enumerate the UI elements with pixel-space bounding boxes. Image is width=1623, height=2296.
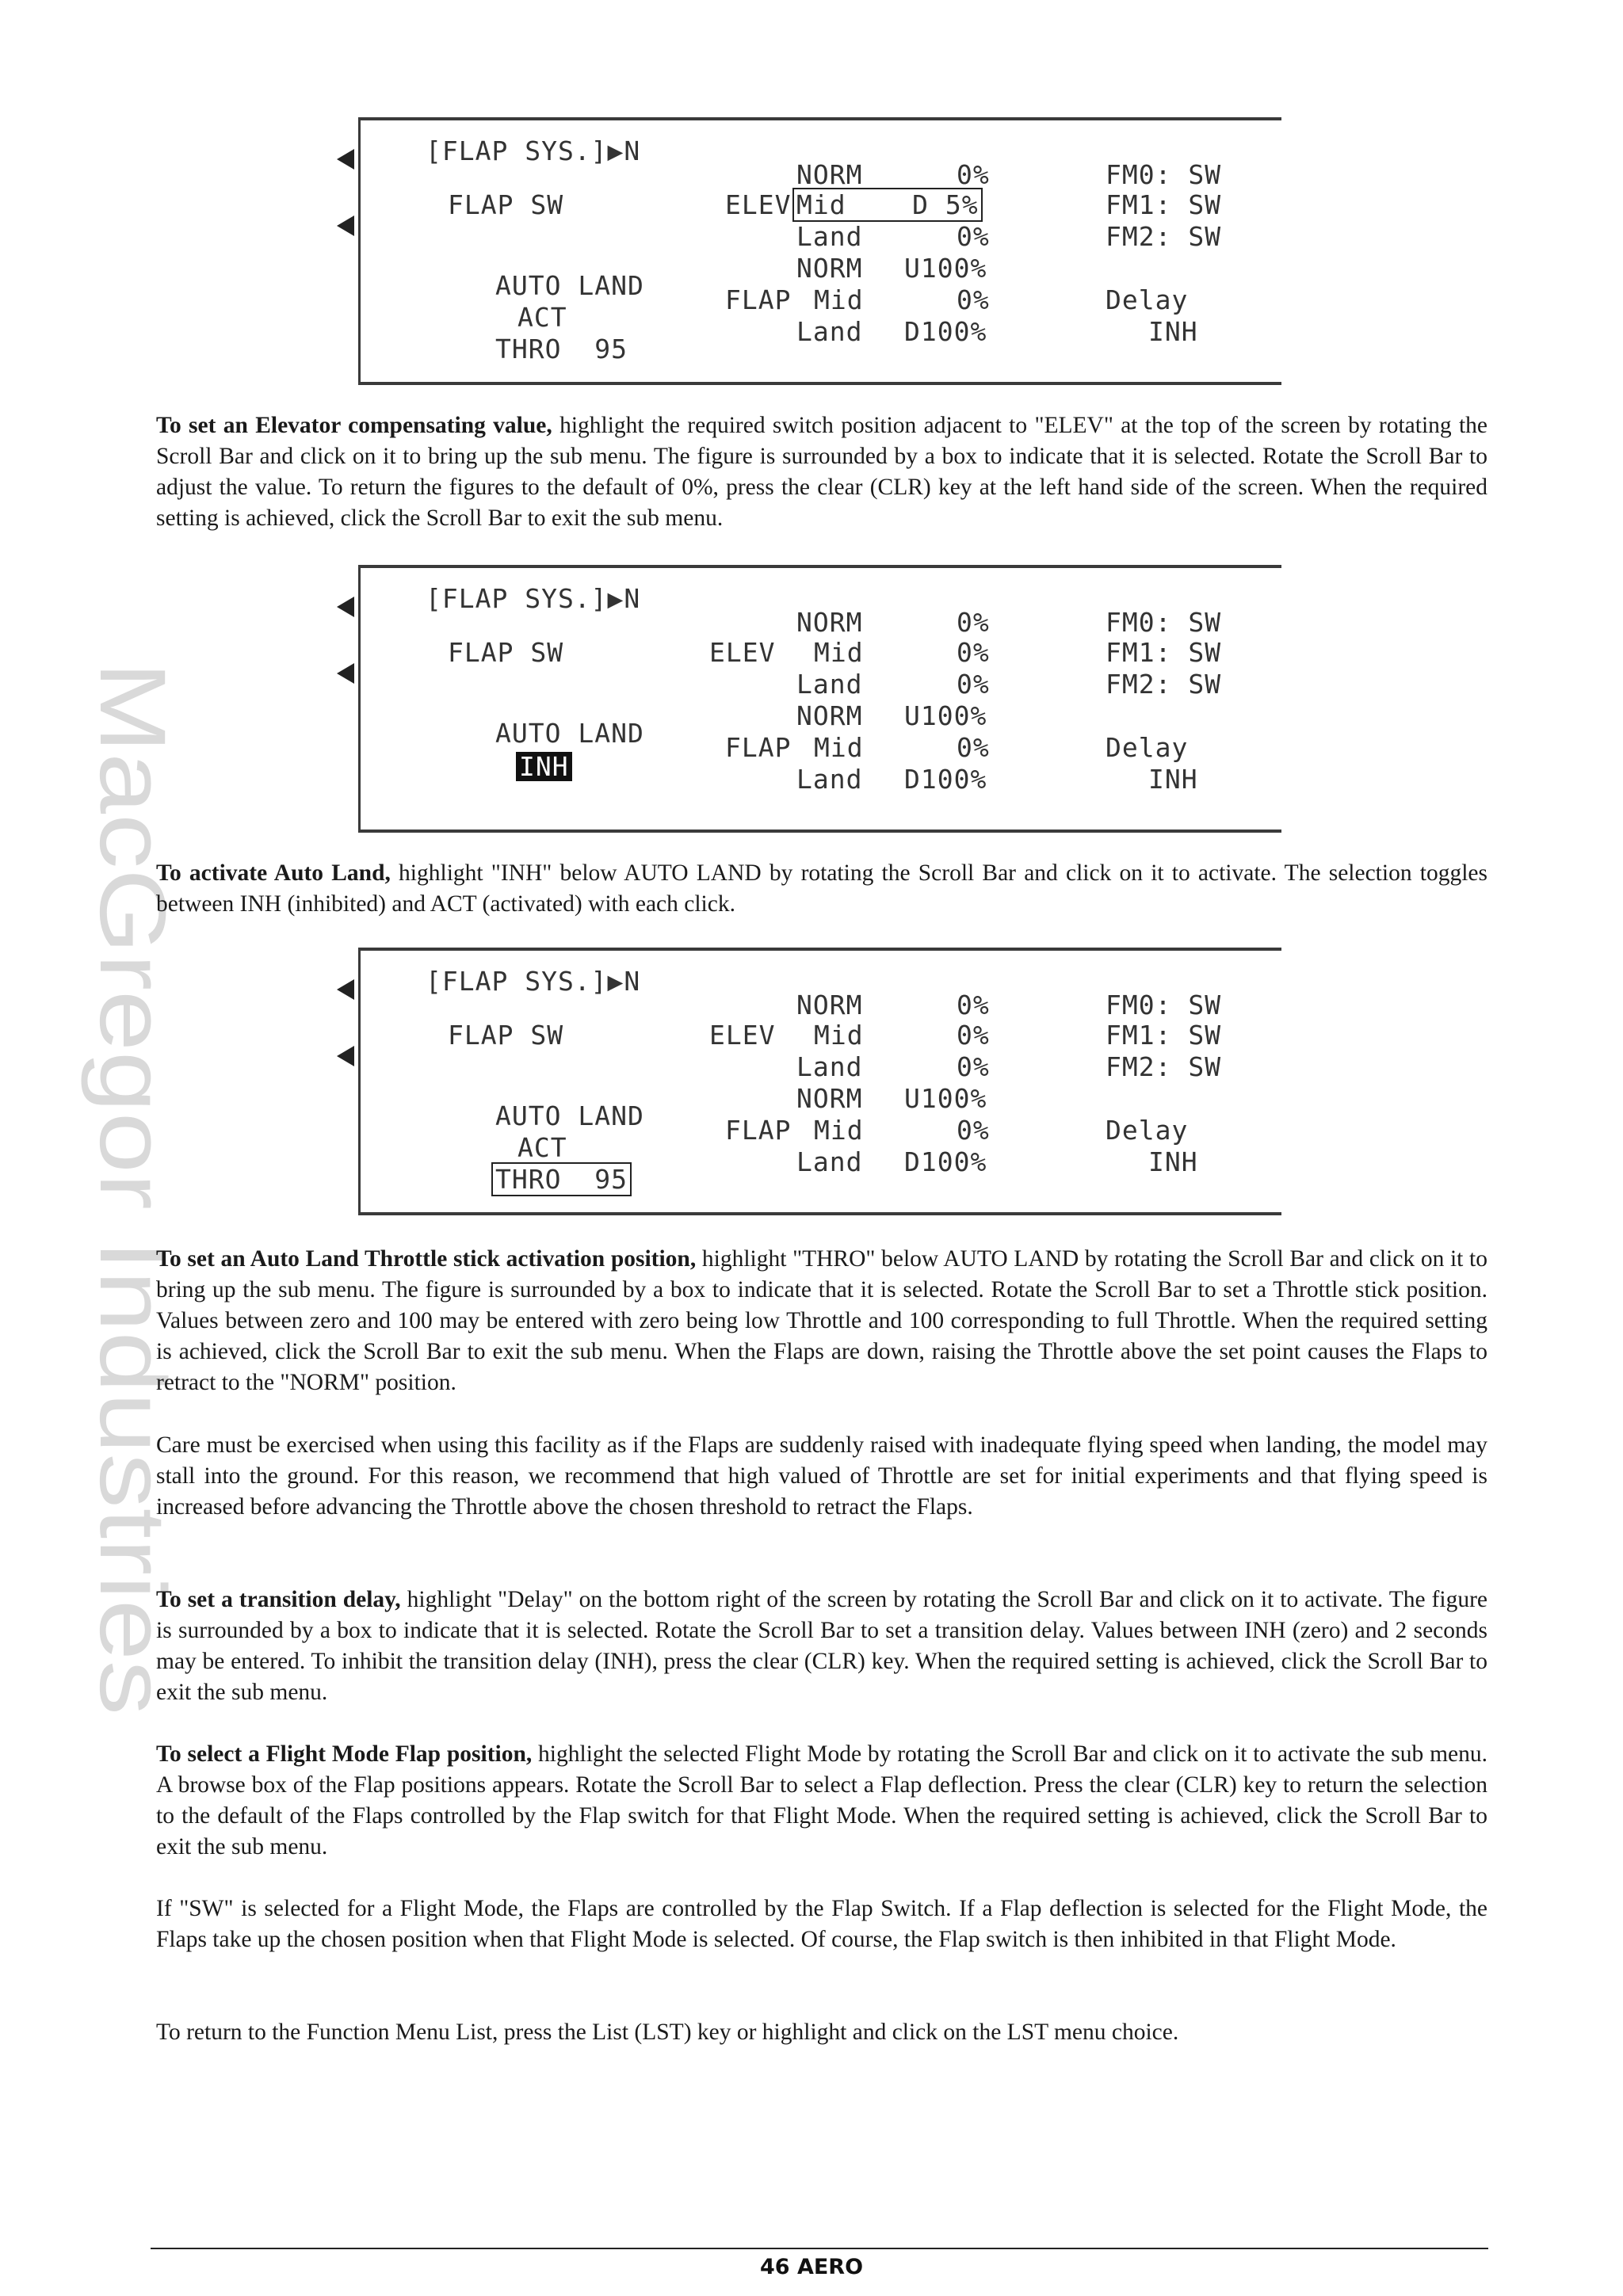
thro-setting[interactable]: THRO 95: [495, 334, 628, 364]
flap-label: FLAP: [725, 732, 792, 763]
heading-throttle: To set an Auto Land Throttle stick activation position,: [156, 1246, 697, 1272]
left-arrow-icon: [337, 149, 354, 170]
lcd-screen-throttle: [358, 948, 1281, 1215]
elev-land-pos: Land: [796, 1051, 863, 1082]
lcd-screen-elevator: [358, 117, 1281, 385]
flap-land-pos: Land: [796, 1146, 863, 1177]
body-flight-mode: highlight the selected Flight Mode by rotating the Scroll Bar and click on it to activate the sub menu. A browse box of the Flap positions appears. Rotate the Scroll Bar to select a Flap deflection. Press the clear (CLR) key to return the selection to the default of the Flaps controlled by the Flap switch for that Flight Mode. When the required setting is achieved, click the Scroll Bar to exit the sub menu.: [156, 1741, 1487, 1859]
elev-mid-pos: Mid: [814, 1020, 864, 1051]
flap-mid-pos: Mid: [814, 732, 864, 763]
screen-header: [FLAP SYS.]▶N: [426, 583, 641, 614]
elev-land-val[interactable]: 0%: [957, 1051, 990, 1082]
play-icon: ▶: [607, 135, 624, 166]
play-icon: ▶: [607, 583, 624, 614]
paragraph-throttle: [156, 1244, 1487, 1398]
delay-label: Delay: [1106, 284, 1189, 315]
play-icon: ▶: [607, 966, 624, 997]
elev-land-pos: Land: [796, 221, 863, 252]
footer-rule: [151, 2248, 1488, 2249]
elev-land-val[interactable]: 0%: [957, 669, 990, 700]
elev-norm-val[interactable]: 0%: [957, 990, 990, 1020]
flap-label: FLAP: [725, 284, 792, 315]
flap-norm-val[interactable]: U100%: [904, 1083, 987, 1114]
elev-land-val[interactable]: 0%: [957, 221, 990, 252]
delay-value[interactable]: INH: [1148, 1146, 1198, 1177]
delay-value[interactable]: INH: [1148, 316, 1198, 347]
flap-sw-label: FLAP SW: [448, 189, 564, 220]
page-number: 46 AERO: [759, 2255, 864, 2279]
heading-elevator: To set an Elevator compensating value,: [156, 413, 552, 438]
flap-norm-val[interactable]: U100%: [904, 700, 987, 731]
flap-land-val[interactable]: D100%: [904, 316, 987, 347]
auto-land-label: AUTO LAND: [495, 270, 644, 301]
left-arrow-icon: [337, 979, 354, 1000]
flap-land-pos: Land: [796, 764, 863, 795]
fm1-setting[interactable]: FM1: SW: [1106, 189, 1222, 220]
flap-norm-pos: NORM: [796, 253, 863, 284]
auto-land-state[interactable]: ACT: [517, 1132, 567, 1163]
fm0-setting[interactable]: FM0: SW: [1106, 159, 1222, 190]
paragraph-flight-mode: [156, 1739, 1487, 1863]
flap-norm-pos: NORM: [796, 1083, 863, 1114]
body-throttle: highlight "THRO" below AUTO LAND by rotating the Scroll Bar and click on it to bring up the sub menu. The figure is surrounded by a box to indicate that it is selected. Rotate the Scroll Bar to set a Throttle stick position. Values between zero and 100 may be entered with zero being low Throttle and 100 corresponding to full Throttle. When the required setting is achieved, click the Scroll Bar to exit the sub menu. When the Flaps are down, raising the Throttle above the set point causes the Flaps to retract to the "NORM" position.: [156, 1246, 1487, 1395]
watermark: [17, 662, 185, 1715]
elev-label: ELEV: [709, 637, 776, 668]
auto-land-label: AUTO LAND: [495, 1100, 644, 1131]
paragraph-return: To return to the Function Menu List, press the List (LST) key or highlight and click on the LST menu choice.: [156, 2019, 1179, 2045]
paragraph-sw-note: If "SW" is selected for a Flight Mode, the Flaps are controlled by the Flap Switch. If a Flap deflection is selected for the Flight Mode, the Flaps take up the chosen position when that Flight Mode is selected. Of course, the Flap switch is then inhibited in that Flight Mode.: [156, 1896, 1487, 1952]
auto-land-label: AUTO LAND: [495, 718, 644, 749]
fm2-setting[interactable]: FM2: SW: [1106, 1051, 1222, 1082]
screen-header: [FLAP SYS.]▶N: [426, 966, 641, 997]
flap-land-val[interactable]: D100%: [904, 764, 987, 795]
fm2-setting[interactable]: FM2: SW: [1106, 669, 1222, 700]
left-arrow-icon: [337, 1046, 354, 1066]
left-arrow-icon: [337, 663, 354, 684]
left-arrow-icon: [337, 215, 354, 236]
delay-label: Delay: [1106, 1115, 1189, 1146]
heading-flight-mode: To select a Flight Mode Flap position,: [156, 1741, 533, 1767]
elev-label: ELEV: [709, 1020, 776, 1051]
paragraph-caution: Care must be exercised when using this facility as if the Flaps are suddenly raised with inadequate flying speed when landing, the model may stall into the ground. For this reason, we recommend that high valued of Throttle are set for initial experiments and that flying speed is increased before advancing the Throttle above the chosen threshold to retract the Flaps.: [156, 1432, 1487, 1520]
auto-land-state[interactable]: ACT: [517, 302, 567, 333]
left-arrow-icon: [337, 597, 354, 617]
screen-header: [FLAP SYS.]▶N: [426, 135, 641, 166]
flap-label: FLAP: [725, 1115, 792, 1146]
watermark-text: MacGregor Industries: [80, 662, 185, 1561]
elev-norm-val[interactable]: 0%: [957, 607, 990, 638]
lcd-screen-auto-land-inh: [358, 565, 1281, 833]
elev-label: ELEV: [725, 189, 792, 220]
paragraph-delay: [156, 1585, 1487, 1708]
thro-setting-selected[interactable]: THRO 95: [495, 1164, 628, 1195]
flap-sw-label: FLAP SW: [448, 1020, 564, 1051]
elev-norm-pos: NORM: [796, 990, 863, 1020]
flap-mid-pos: Mid: [814, 284, 864, 315]
elev-mid-val[interactable]: 0%: [957, 1020, 990, 1051]
elev-land-pos: Land: [796, 669, 863, 700]
elev-mid-pos: Mid: [814, 637, 864, 668]
fm2-setting[interactable]: FM2: SW: [1106, 221, 1222, 252]
elev-norm-pos: NORM: [796, 159, 863, 190]
body-elevator: highlight the required switch position adjacent to "ELEV" at the top of the screen by rotating the Scroll Bar and click on it to bring up the sub menu. The figure is surrounded by a box to indicate that it is selected. Rotate the Scroll Bar to adjust the value. To return the figures to the default of 0%, press the clear (CLR) key at the left hand side of the screen. When the required setting is achieved, click the Scroll Bar to exit the sub menu.: [156, 413, 1487, 531]
flap-mid-val[interactable]: 0%: [957, 732, 990, 763]
fm1-setting[interactable]: FM1: SW: [1106, 1020, 1222, 1051]
delay-value[interactable]: INH: [1148, 764, 1198, 795]
flap-mid-val[interactable]: 0%: [957, 1115, 990, 1146]
paragraph-auto-land: [156, 858, 1487, 920]
flap-norm-pos: NORM: [796, 700, 863, 731]
heading-delay: To set a transition delay,: [156, 1587, 401, 1612]
flap-land-pos: Land: [796, 316, 863, 347]
flap-mid-pos: Mid: [814, 1115, 864, 1146]
elev-norm-pos: NORM: [796, 607, 863, 638]
paragraph-elevator: [156, 410, 1487, 534]
elev-norm-val[interactable]: 0%: [957, 159, 990, 190]
flap-sw-label: FLAP SW: [448, 637, 564, 668]
flap-mid-val[interactable]: 0%: [957, 284, 990, 315]
fm0-setting[interactable]: FM0: SW: [1106, 607, 1222, 638]
auto-land-state-highlighted[interactable]: INH: [516, 752, 572, 781]
body-delay: highlight "Delay" on the bottom right of the screen by rotating the Scroll Bar and click on it to activate. The figure is surrounded by a box to indicate that it is selected. Rotate the Scroll Bar to set a transition delay. Values between INH (zero) and 2 seconds may be entered. To inhibit the transition delay (INH), press the clear (CLR) key. When the required setting is achieved, click the Scroll Bar to exit the sub menu.: [156, 1587, 1487, 1705]
delay-label: Delay: [1106, 732, 1189, 763]
elev-mid-val[interactable]: 0%: [957, 637, 990, 668]
heading-auto-land: To activate Auto Land,: [156, 860, 391, 886]
fm1-setting[interactable]: FM1: SW: [1106, 637, 1222, 668]
elev-mid-selected[interactable]: Mid D 5%: [796, 189, 979, 220]
flap-land-val[interactable]: D100%: [904, 1146, 987, 1177]
body-auto-land: highlight "INH" below AUTO LAND by rotating the Scroll Bar and click on it to activate. The selection toggles between INH (inhibited) and ACT (activated) with each click.: [156, 860, 1487, 917]
flap-norm-val[interactable]: U100%: [904, 253, 987, 284]
fm0-setting[interactable]: FM0: SW: [1106, 990, 1222, 1020]
